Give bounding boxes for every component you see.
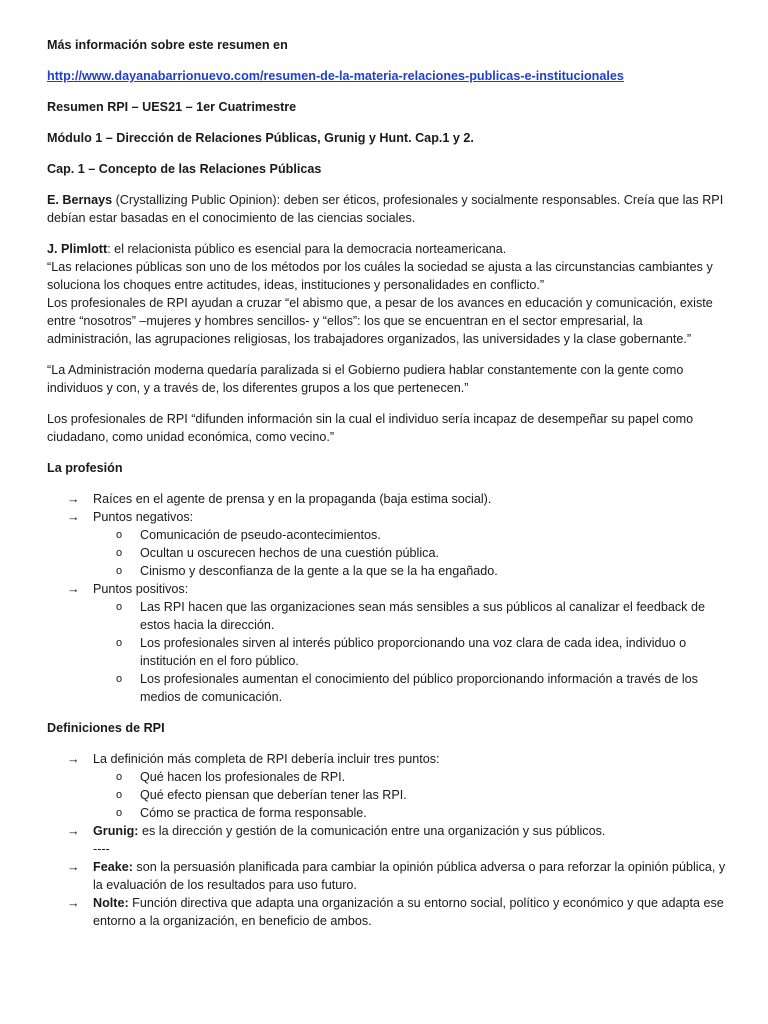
positivo-text: Las RPI hacen que las organizaciones sean más sensibles a sus públicos al canalizar el feedback de estos hacia la dirección. (140, 600, 705, 632)
plimlott-quote-2: Los profesionales de RPI ayudan a cruzar “el abismo que, a pesar de los avances en educación y comunicación, existe entre “nosotros” –mujeres y hombres sencillos- y “ellos”: los que se encuentran en el sector empresarial, la administración, las agrupaciones religiosas, los trabajadores organizados, las universidades y la clase gobernante.” (47, 296, 713, 346)
circle-bullet-icon: o (116, 807, 123, 819)
list-item (93, 562, 727, 580)
list-item (47, 580, 727, 706)
negativo-text: Ocultan u oscurecen hechos de una cuestión pública. (140, 546, 439, 560)
chapter-title: Cap. 1 – Concepto de las Relaciones Públicas (47, 162, 322, 176)
arrow-icon: → (67, 752, 80, 766)
positivo-text: Los profesionales sirven al interés público proporcionando una voz clara de cada idea, individuo o institución en el foro público. (140, 636, 687, 668)
list-item (93, 804, 727, 822)
arrow-icon: → (67, 492, 80, 506)
admin-quote: “La Administración moderna quedaría paralizada si el Gobierno pudiera hablar constantemente con la gente como individuos y con, y a través de, los diferentes grupos a los que pertenecen.” (47, 363, 684, 395)
grunig-text: es la dirección y gestión de la comunicación entre una organización y sus públicos. (138, 824, 606, 838)
bernays-paragraph (47, 191, 727, 227)
plimlott-intro-line (47, 240, 727, 258)
punto-text: Qué hacen los profesionales de RPI. (140, 770, 346, 784)
feake-name: Feake: (93, 860, 133, 874)
source-link[interactable]: http://www.dayanabarrionuevo.com/resumen-de-la-materia-relaciones-publicas-e-institucionales (47, 69, 624, 83)
list-item (93, 598, 727, 634)
negativos-list (93, 526, 727, 580)
negativo-text: Cinismo y desconfianza de la gente a la que se la ha engañado. (140, 564, 498, 578)
bernays-name: E. Bernays (47, 193, 113, 207)
negativo-text: Comunicación de pseudo-acontecimientos. (140, 528, 381, 542)
profesion-heading: La profesión (47, 461, 123, 475)
arrow-icon: → (67, 582, 80, 596)
definiciones-list (47, 750, 727, 930)
course-title: Resumen RPI – UES21 – 1er Cuatrimestre (47, 100, 297, 114)
arrow-icon: → (67, 860, 80, 874)
info-label: Más información sobre este resumen en (47, 38, 288, 52)
list-item (93, 526, 727, 544)
grunig-name: Grunig: (93, 824, 139, 838)
module-title: Módulo 1 – Dirección de Relaciones Públicas, Grunig y Hunt. Cap.1 y 2. (47, 131, 474, 145)
negativos-label: Puntos negativos: (93, 510, 194, 524)
positivos-label: Puntos positivos: (93, 582, 189, 596)
arrow-icon: → (67, 510, 80, 524)
circle-bullet-icon: o (116, 601, 123, 613)
punto-text: Qué efecto piensan que deberían tener las RPI. (140, 788, 407, 802)
positivo-text: Los profesionales aumentan el conocimiento del público proporcionando información a través de los medios de comunicación. (140, 672, 698, 704)
circle-bullet-icon: o (116, 789, 123, 801)
plimlott-intro: : el relacionista público es esencial para la democracia norteamericana. (107, 242, 507, 256)
list-item (47, 894, 727, 930)
nolte-text: Función directiva que adapta una organización a su entorno social, político y económico y que adapta ese entorno a la organización, en beneficio de ambos. (93, 896, 724, 928)
profesion-list (47, 490, 727, 706)
list-item (47, 822, 727, 858)
list-item (93, 768, 727, 786)
circle-bullet-icon: o (116, 673, 123, 685)
raices-text: Raíces en el agente de prensa y en la propaganda (baja estima social). (93, 492, 492, 506)
plimlott-name: J. Plimlott (47, 242, 108, 256)
arrow-icon: → (67, 824, 80, 838)
list-item (47, 490, 727, 508)
list-item (93, 544, 727, 562)
difunden-quote: Los profesionales de RPI “difunden información sin la cual el individuo sería incapaz de desempeñar su papel como ciudadano, como unidad económica, como vecino.” (47, 412, 694, 444)
bernays-text: (Crystallizing Public Opinion): deben ser éticos, profesionales y socialmente responsables. Creía que las RPI debían estar basadas en el conocimiento de las ciencias sociales. (47, 193, 724, 225)
definiciones-heading: Definiciones de RPI (47, 721, 165, 735)
list-item (47, 858, 727, 894)
list-item (93, 634, 727, 670)
circle-bullet-icon: o (116, 547, 123, 559)
plimlott-block (47, 240, 727, 348)
list-item (47, 508, 727, 580)
puntos-list (93, 768, 727, 822)
definicion-completa: La definición más completa de RPI debería incluir tres puntos: (93, 752, 440, 766)
list-item (93, 786, 727, 804)
feake-text: son la persuasión planificada para cambiar la opinión pública adversa o para reforzar la opinión pública, y la evaluación de los resultados para uso futuro. (93, 860, 726, 892)
nolte-name: Nolte: (93, 896, 129, 910)
plimlott-quote-1: “Las relaciones públicas son uno de los métodos por los cuáles la sociedad se ajusta a las circunstancias cambiantes y soluciona los choques entre actitudes, ideas, instituciones y personalidades en conflicto.” (47, 260, 713, 292)
list-item (93, 670, 727, 706)
punto-text: Cómo se practica de forma responsable. (140, 806, 367, 820)
document-page (47, 36, 727, 943)
circle-bullet-icon: o (116, 529, 123, 541)
circle-bullet-icon: o (116, 565, 123, 577)
list-item (47, 750, 727, 822)
positivos-list (93, 598, 727, 706)
arrow-icon: → (67, 896, 80, 910)
circle-bullet-icon: o (116, 771, 123, 783)
circle-bullet-icon: o (116, 637, 123, 649)
dashes-separator: ---- (93, 842, 110, 856)
